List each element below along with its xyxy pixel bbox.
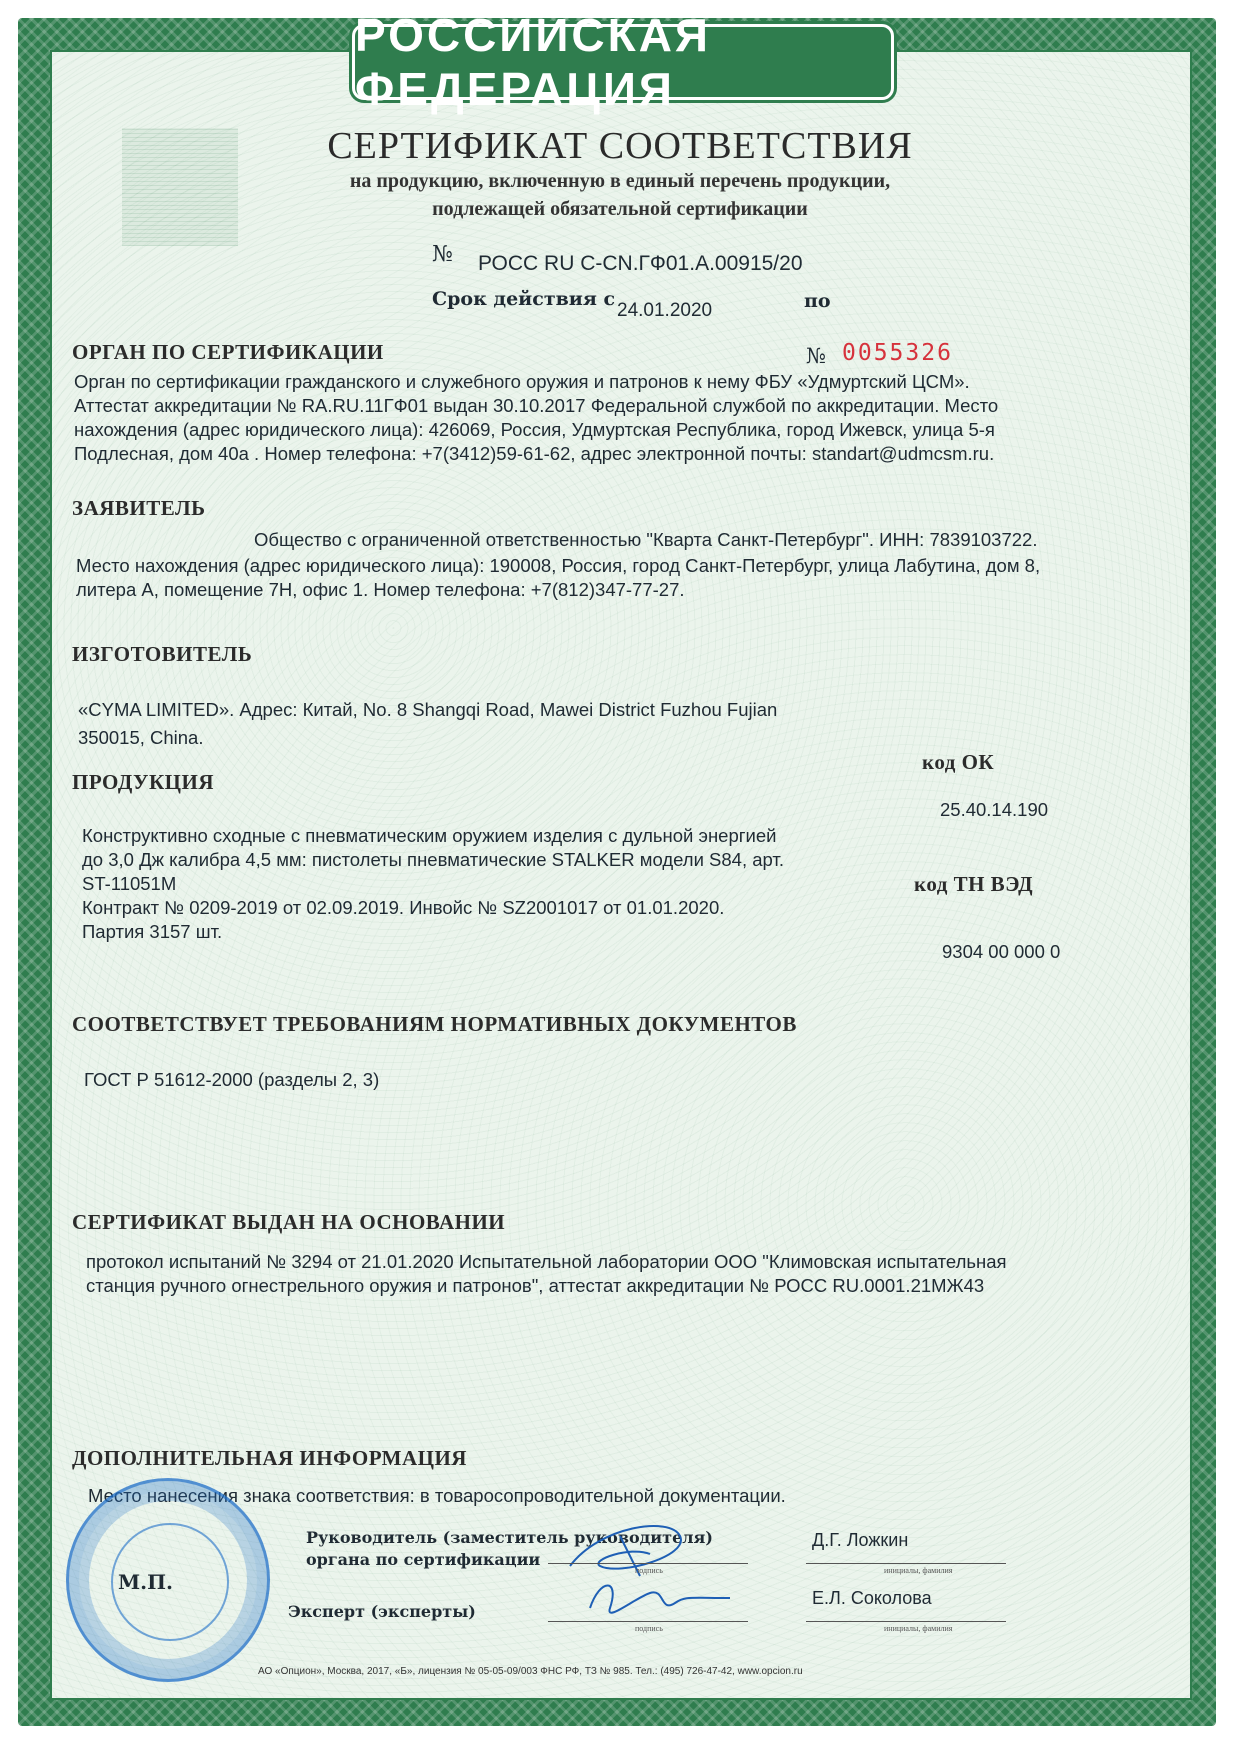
head-signature-line [548, 1563, 748, 1564]
cert-body-line: Аттестат аккредитации № RA.RU.11ГФ01 выдан 30.10.2017 Федеральной службой по аккредитации. Место [74, 395, 999, 416]
certificate-number: РОСС RU С-CN.ГФ01.А.00915/20 [478, 252, 803, 275]
subtitle-line-1: на продукцию, включенную в единый перечень продукции, [349, 170, 891, 192]
ok-code-label: код ОК [922, 750, 995, 774]
product-line: Партия 3157 шт. [82, 921, 223, 942]
expert-name: Е.Л. Соколова [812, 1588, 932, 1608]
cert-body-line: нахождения (адрес юридического лица): 426069, Россия, Удмуртская Республика, город Ижевск, улица 5-я [74, 419, 995, 440]
applicant-line: литера А, помещение 7Н, офис 1. Номер телефона: +7(812)347-77-27. [76, 579, 685, 600]
manufacturer-heading: ИЗГОТОВИТЕЛЬ [72, 642, 253, 666]
cert-body-line: Орган по сертификации гражданского и служебного оружия и патронов к нему ФБУ «Удмуртский ЦСМ». [74, 371, 970, 392]
applicant-line: Общество с ограниченной ответственностью "Кварта Санкт-Петербург". ИНН: 7839103722. [254, 529, 1038, 550]
validity-from: 24.01.2020 [617, 300, 713, 321]
conforms-heading: СООТВЕТСТВУЕТ ТРЕБОВАНИЯМ НОРМАТИВНЫХ ДОКУМЕНТОВ [72, 1012, 797, 1036]
expert-signature-line [548, 1621, 748, 1622]
manufacturer-line: «CYMA LIMITED». Адрес: Китай, No. 8 Shangqi Road, Mawei District Fuzhou Fujian [78, 699, 778, 720]
number-label: № [432, 242, 453, 267]
country-banner: РОССИЙСКАЯ ФЕДЕРАЦИЯ [352, 24, 894, 100]
head-name-line [806, 1563, 1006, 1564]
basis-line: протокол испытаний № 3294 от 21.01.2020 Испытательной лаборатории ООО "Климовская испытательная [86, 1251, 1007, 1272]
printer-footer: АО «Опцион», Москва, 2017, «Б», лицензия № 05-05-09/003 ФНС РФ, ТЗ № 985. Тел.: (495) 726-47-42, www.opcion.ru [258, 1666, 803, 1677]
blank-number-label: № [806, 344, 826, 368]
applicant-heading: ЗАЯВИТЕЛЬ [72, 496, 206, 520]
cert-body-line: Подлесная, дом 40а . Номер телефона: +7(3412)59-61-62, адрес электронной почты: standart@udmcsm.ru. [74, 443, 995, 464]
validity-label: Срок действия с [432, 288, 616, 310]
expert-name-line [806, 1621, 1006, 1622]
head-signatory-label-2: органа по сертификации [306, 1550, 541, 1569]
head-signatory-name: Д.Г. Ложкин [812, 1530, 909, 1550]
tnved-code-label: код ТН ВЭД [914, 872, 1034, 896]
product-line: ST-11051M [82, 873, 177, 894]
cert-body-heading: ОРГАН ПО СЕРТИФИКАЦИИ [72, 340, 384, 364]
certificate-title: СЕРТИФИКАТ СООТВЕТСТВИЯ [327, 125, 913, 167]
head-name-caption: инициалы, фамилия [884, 1566, 953, 1575]
head-signature-caption: подпись [635, 1566, 663, 1575]
manufacturer-line: 350015, China. [78, 727, 204, 748]
ok-code-value: 25.40.14.190 [940, 799, 1049, 820]
additional-info: Место нанесения знака соответствия: в товаросопроводительной документации. [88, 1485, 786, 1506]
head-signatory-label-1: Руководитель (заместитель руководителя) [306, 1528, 713, 1547]
additional-heading: ДОПОЛНИТЕЛЬНАЯ ИНФОРМАЦИЯ [72, 1446, 467, 1470]
seal-place-label: М.П. [118, 1570, 173, 1594]
applicant-line: Место нахождения (адрес юридического лица): 190008, Россия, город Санкт-Петербург, улица Лабутина, дом 8, [76, 555, 1041, 576]
subtitle-line-2: подлежащей обязательной сертификации [432, 198, 808, 220]
basis-line: станция ручного огнестрельного оружия и патронов", аттестат аккредитации № РОСС RU.0001.21МЖ43 [86, 1275, 985, 1296]
conforms-standard: ГОСТ Р 51612-2000 (разделы 2, 3) [84, 1069, 380, 1090]
expert-name-caption: инициалы, фамилия [884, 1624, 953, 1633]
product-line: Контракт № 0209-2019 от 02.09.2019. Инвойс № SZ2001017 от 01.01.2020. [82, 897, 725, 918]
product-line: до 3,0 Дж калибра 4,5 мм: пистолеты пневматические STALKER модели S84, арт. [82, 849, 784, 870]
expert-label: Эксперт (эксперты) [288, 1602, 476, 1621]
product-heading: ПРОДУКЦИЯ [72, 770, 215, 794]
product-line: Конструктивно сходные с пневматическим оружием изделия с дульной энергией [82, 825, 777, 846]
validity-to-label: по [804, 290, 831, 312]
tnved-code-value: 9304 00 000 0 [942, 941, 1061, 962]
expert-signature [580, 1568, 740, 1628]
blank-serial-number: 0055326 [842, 340, 953, 366]
expert-signature-caption: подпись [635, 1624, 663, 1633]
basis-heading: СЕРТИФИКАТ ВЫДАН НА ОСНОВАНИИ [72, 1210, 506, 1234]
